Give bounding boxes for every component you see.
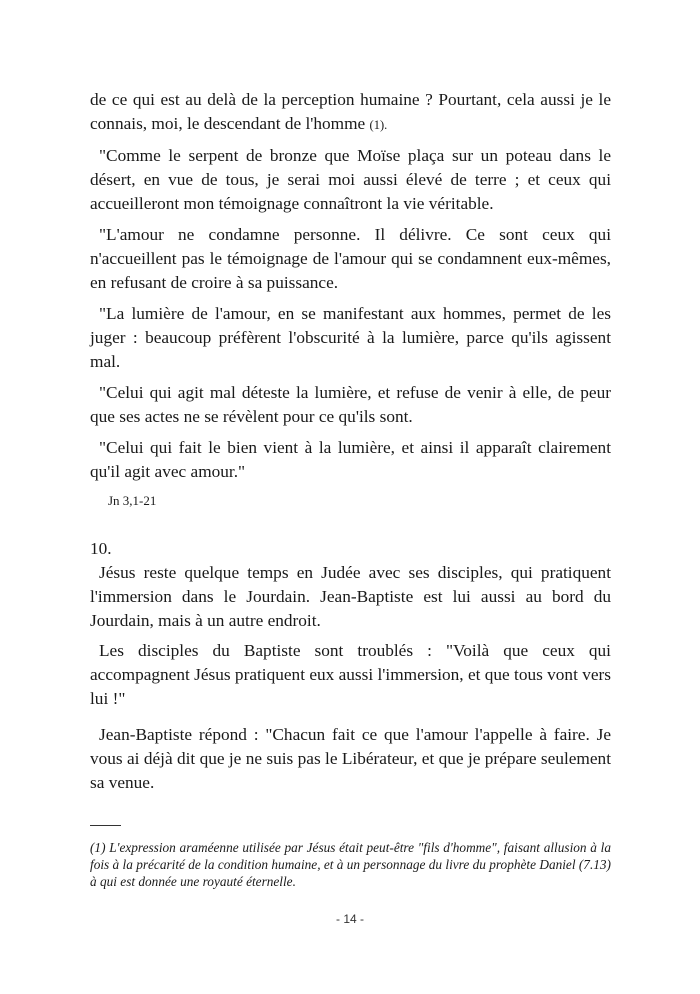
paragraph-5: "Celui qui agit mal déteste la lumière, et refuse de venir à elle, de peur que ses actes ne se révèlent pour ce qu'ils sont. xyxy=(90,383,611,426)
footnote: (1) L'expression araméenne utilisée par Jésus était peut-être "fils d'homme", faisant allusion à la fois à la précarité de la condition humaine, et à un personnage du livre du prophète Daniel (7.13) à qui est donnée une royauté éternelle. xyxy=(90,840,611,890)
paragraph-1-text: de ce qui est au delà de la perception humaine ? Pourtant, cela aussi je le connais, moi, le descendant de l'homme xyxy=(90,90,611,133)
footnote-divider xyxy=(90,825,121,826)
paragraph-1 xyxy=(90,88,611,137)
page-body xyxy=(90,88,611,904)
section-paragraph-1: Jésus reste quelque temps en Judée avec ses disciples, qui pratiquent l'immersion dans le Jourdain. Jean-Baptiste est lui aussi au bord du Jourdain, mais à un autre endroit. xyxy=(90,563,611,630)
section-paragraph-3: Jean-Baptiste répond : "Chacun fait ce que l'amour l'appelle à faire. Je vous ai déjà dit que je ne suis pas le Libérateur, et que je prépare seulement sa venue. xyxy=(90,725,611,792)
section-number: 10. xyxy=(90,539,112,558)
paragraph-3: "L'amour ne condamne personne. Il délivre. Ce sont ceux qui n'accueillent pas le témoignage de l'amour qui se condamnent eux-mêmes, en refusant de croire à sa puissance. xyxy=(90,225,611,292)
paragraph-6: "Celui qui fait le bien vient à la lumière, et ainsi il apparaît clairement qu'il agit avec amour." xyxy=(90,438,611,481)
paragraph-2: "Comme le serpent de bronze que Moïse plaça sur un poteau dans le désert, en vue de tous, je serai moi aussi élevé de terre ; et ceux qui accueilleront mon témoignage connaîtront la vie véritable. xyxy=(90,146,611,213)
paragraph-4: "La lumière de l'amour, en se manifestant aux hommes, permet de les juger : beaucoup préfèrent l'obscurité à la lumière, parce qu'ils agissent mal. xyxy=(90,304,611,371)
footnote-reference: (1). xyxy=(369,118,388,132)
page-number: - 14 - xyxy=(335,912,364,926)
scripture-reference: Jn 3,1-21 xyxy=(108,493,157,508)
section-paragraph-2: Les disciples du Baptiste sont troublés : "Voilà que ceux qui accompagnent Jésus pratiquent eux aussi l'immersion, et que tous vont vers lui !" xyxy=(90,641,611,708)
